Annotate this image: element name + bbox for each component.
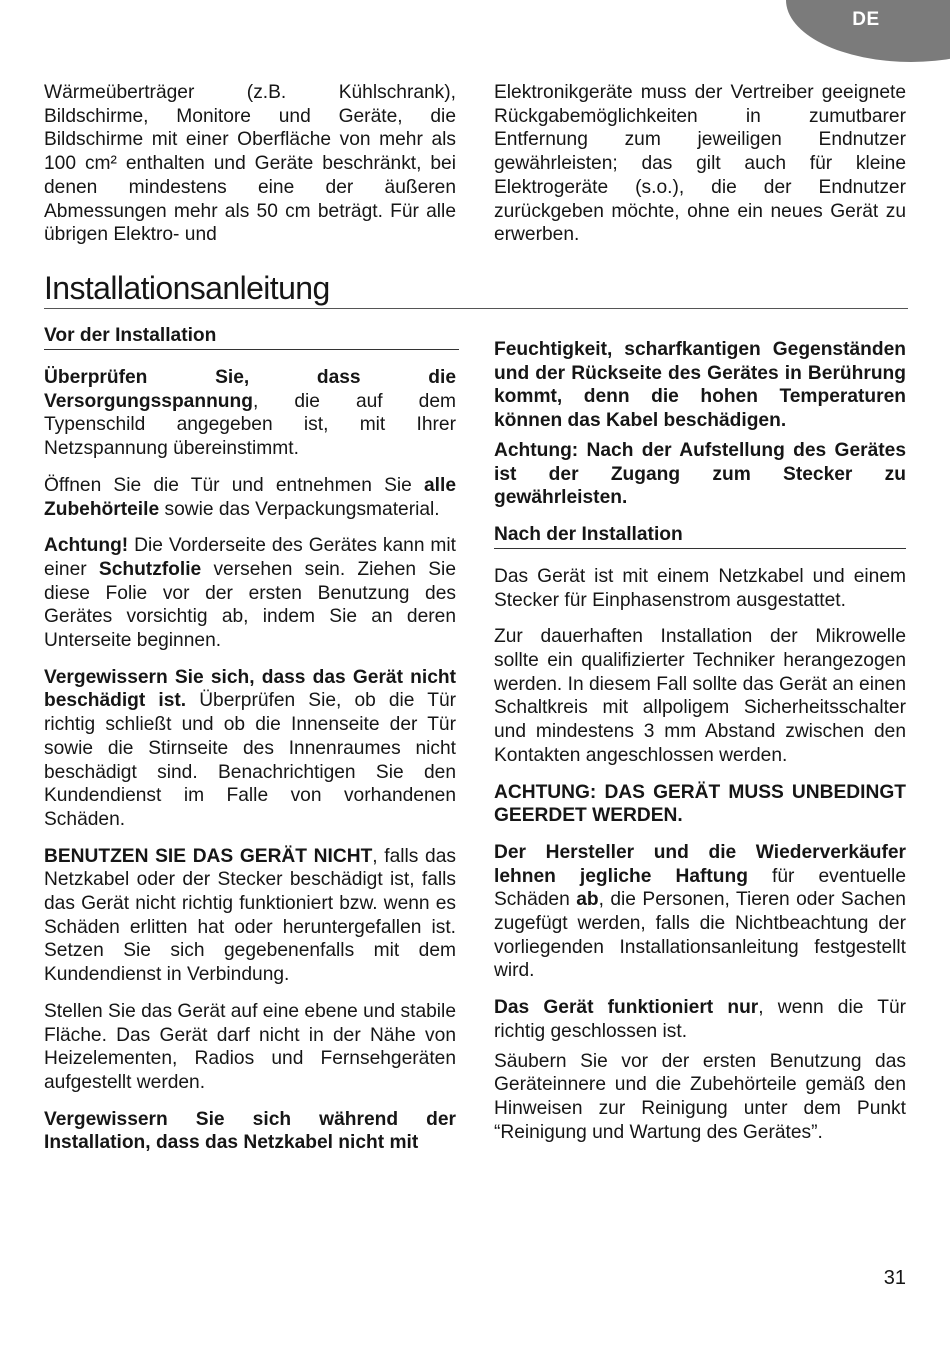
liability-bold-ab: ab — [576, 889, 599, 911]
paragraph-placement: Stellen Sie das Gerät auf eine ebene und stabile Fläche. Das Gerät darf nicht in der Nähe von Heizelementen, Radios und Fernsehgeräten aufgestellt werden. — [44, 1000, 456, 1093]
left-column — [44, 366, 456, 1168]
right-column — [494, 338, 906, 1157]
section-heading-before-installation: Vor der Installation — [44, 324, 459, 350]
top-left-column — [44, 81, 456, 260]
do-not-use-bold: BENUTZEN SIE DAS GERÄT NICHT — [44, 845, 373, 867]
page-title: Installationsanleitung — [44, 268, 908, 309]
protective-film-bold: Schutzfolie — [98, 558, 202, 580]
unpack-bold: alle Zubehörteile — [44, 474, 456, 520]
do-not-use-text: , falls das Netzkabel oder der Stecker beschädigt ist, falls das Gerät nicht richtig funktioniert bzw. wenn es Schäden erlitten hat oder heruntergefallen ist. Setzen Sie sich gegebenenfalls mit dem Kundendienst in Verbindung. — [44, 845, 456, 986]
paragraph-liability — [494, 841, 906, 983]
language-label: DE — [852, 9, 880, 30]
liability-bold: Der Hersteller und die Wiederverkäufer lehnen jegliche Haftung — [494, 841, 906, 887]
protective-film-text-post: versehen sein. Ziehen Sie diese Folie vor der ersten Benutzung des Gerätes vorsichtig ab, indem Sie an deren Unterseite beginnen. — [44, 558, 456, 652]
unpack-text-post: sowie das Verpackungsmaterial. — [159, 498, 440, 520]
paragraph-cable-warning-cont — [494, 338, 906, 433]
top-right-text: Elektronikgeräte muss der Vertreiber geeignete Rückgabemöglichkeiten in zumutbarer Entfernung zum jeweiligen Endnutzer gewährleisten; das gilt auch für kleine Elektrogeräte (s.o.), die der Endnutzer zurückgeben möchte, ohne ein neues Gerät zu erwerben. — [494, 82, 906, 246]
attention-bold: Achtung! — [44, 535, 129, 557]
paragraph-voltage-check — [44, 366, 456, 461]
door-closed-bold: Das Gerät funktioniert nur — [494, 997, 759, 1019]
paragraph-cleaning: Säubern Sie vor der ersten Benutzung das Geräteinnere und die Zubehörteile gemäß den Hinweisen zur Reinigung unter dem Punkt “Reinigung und Wartung des Gerätes”. — [494, 1050, 906, 1143]
grounding-bold: ACHTUNG: DAS GERÄT MUSS UNBEDINGT GEERDET WERDEN. — [494, 781, 906, 827]
paragraph-cable-warning — [44, 1108, 456, 1155]
damage-check-text: Überprüfen Sie, ob die Tür richtig schließt und ob die Innenseite der Tür sowie die Stirnseite des Innenraumes nicht beschädigt sind. Benachrichtigen Sie den Kundendienst im Falle von vorhandenen Schäden. — [44, 690, 457, 830]
protective-film-text: Die Vorderseite des Gerätes kann mit einer — [44, 535, 456, 580]
page-number: 31 — [883, 1267, 906, 1289]
cable-warning-bold: Vergewissern Sie sich während der Installation, dass das Netzkabel nicht mit — [44, 1108, 456, 1154]
voltage-check-bold: Überprüfen Sie, dass die Versorgungsspannung — [44, 367, 456, 412]
paragraph-do-not-use — [44, 845, 456, 987]
top-right-column — [494, 81, 906, 260]
section-heading-after-installation: Nach der Installation — [494, 523, 906, 549]
plug-access-bold: Achtung: Nach der Aufstellung des Gerätes ist der Zugang zum Stecker zu gewährleisten. — [494, 439, 906, 509]
damage-check-bold: Vergewissern Sie sich, dass das Gerät nicht beschädigt ist. — [44, 666, 456, 712]
paragraph-plug-access — [494, 439, 906, 510]
top-left-text: Wärmeüberträger (z.B. Kühlschrank), Bildschirme, Monitore und Geräte, die Bildschirme mit einer Oberfläche von mehr als 100 cm² enthalten und Geräte beschränkt, bei denen mindestens eine der äußeren Abmessungen mehr als 50 cm beträgt. Für alle übrigen Elektro- und — [44, 82, 456, 246]
paragraph-damage-check — [44, 666, 456, 832]
paragraph-protective-film — [44, 534, 456, 653]
voltage-check-text: , die auf dem Typenschild angegeben ist, mit Ihrer Netzspannung übereinstimmt. — [44, 390, 456, 460]
cable-warning-cont-bold: Feuchtigkeit, scharfkantigen Gegenständen und der Rückseite des Gerätes in Berührung kommt, denn die hohen Temperaturen können das Kabel beschädigen. — [494, 339, 906, 432]
door-closed-text: , wenn die Tür richtig geschlossen ist. — [494, 997, 907, 1042]
paragraph-power-cable: Das Gerät ist mit einem Netzkabel und einem Stecker für Einphasenstrom ausgestattet. — [494, 565, 906, 611]
paragraph-unpack — [44, 474, 456, 521]
paragraph-permanent-install: Zur dauerhaften Installation der Mikrowelle sollte ein qualifizierter Techniker herangezogen werden. In diesem Fall sollte das Gerät an einen Schaltkreis mit allpoligem Sicherheitsschalter und mindestens 3 mm Abstand zwischen den Kontakten angeschlossen werden. — [494, 626, 906, 766]
liability-text: für eventuelle Schäden — [494, 865, 906, 911]
paragraph-grounding — [494, 781, 906, 828]
liability-text-post: , die Personen, Tieren oder Sachen zugefügt werden, falls die Nichtbeachtung der vorliegenden Installationsanleitung festgestellt wird. — [494, 889, 906, 982]
unpack-text-pre: Öffnen Sie die Tür und entnehmen Sie — [44, 474, 424, 496]
paragraph-door-closed — [494, 996, 906, 1043]
